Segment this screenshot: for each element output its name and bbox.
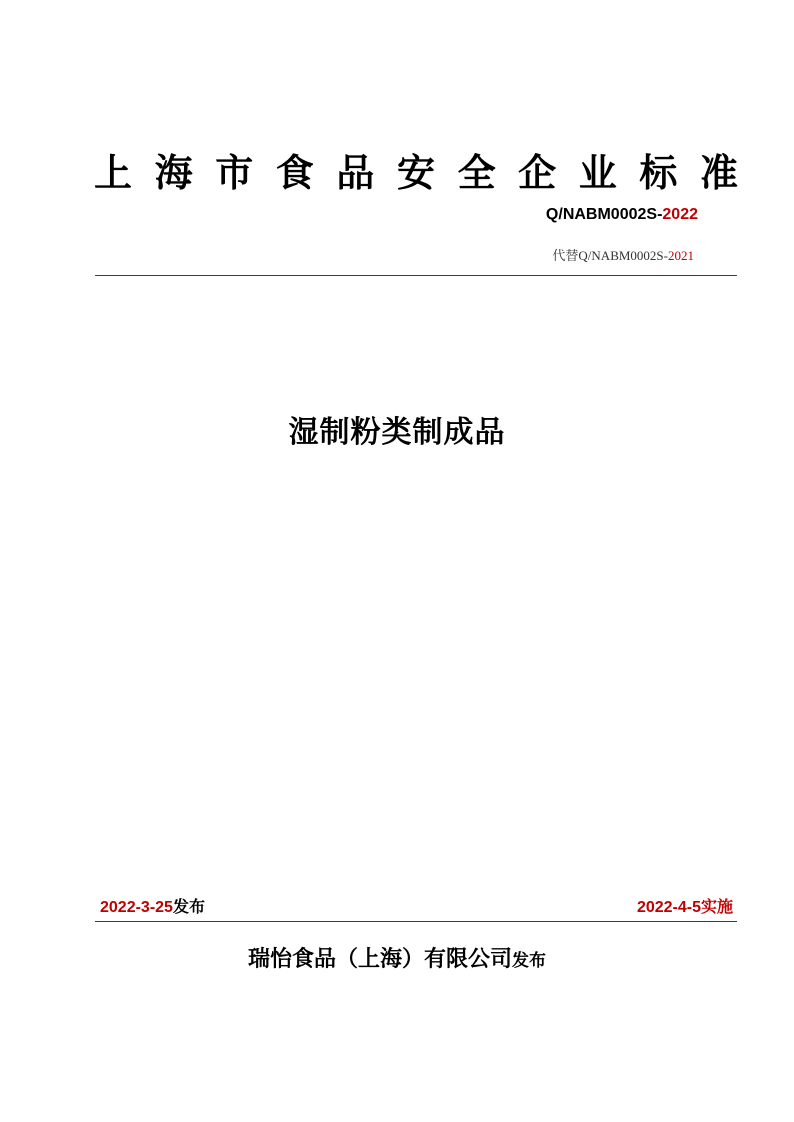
replaces-code-year: 2021 <box>668 248 694 263</box>
standard-code-year: 2022 <box>662 206 698 223</box>
title-char: 标 <box>639 151 678 195</box>
replaces-code-prefix: Q/NABM0002S- <box>578 248 668 263</box>
standard-code <box>546 205 698 225</box>
effective-label: 实施 <box>700 899 733 916</box>
effective-date-value: 2022-4-5 <box>636 899 701 916</box>
title-char: 食 <box>275 151 314 195</box>
title-char: 市 <box>215 151 254 195</box>
replaces-label: 代替 <box>552 248 579 263</box>
title-char: 安 <box>396 151 435 195</box>
title-char: 准 <box>699 151 738 195</box>
header-divider <box>95 275 737 276</box>
title-char: 品 <box>336 151 375 195</box>
title-char: 企 <box>518 151 557 195</box>
publisher-suffix: 发布 <box>512 951 546 971</box>
title-char: 全 <box>457 151 496 195</box>
title-char: 海 <box>154 151 193 195</box>
footer-divider <box>95 921 737 922</box>
title-char: 业 <box>578 151 617 195</box>
publish-label: 发布 <box>172 899 205 916</box>
replaces-standard <box>552 247 694 265</box>
standard-code-prefix: Q/NABM0002S- <box>545 206 663 223</box>
product-title: 湿制粉类制成品 <box>288 415 506 450</box>
company-name: 瑞怡食品（上海）有限公司 <box>247 947 512 972</box>
publish-date <box>100 897 205 919</box>
standard-title <box>94 148 738 198</box>
title-char: 上 <box>94 151 133 195</box>
publisher <box>0 944 794 977</box>
effective-date <box>637 897 733 919</box>
publish-date-value: 2022-3-25 <box>100 899 173 916</box>
